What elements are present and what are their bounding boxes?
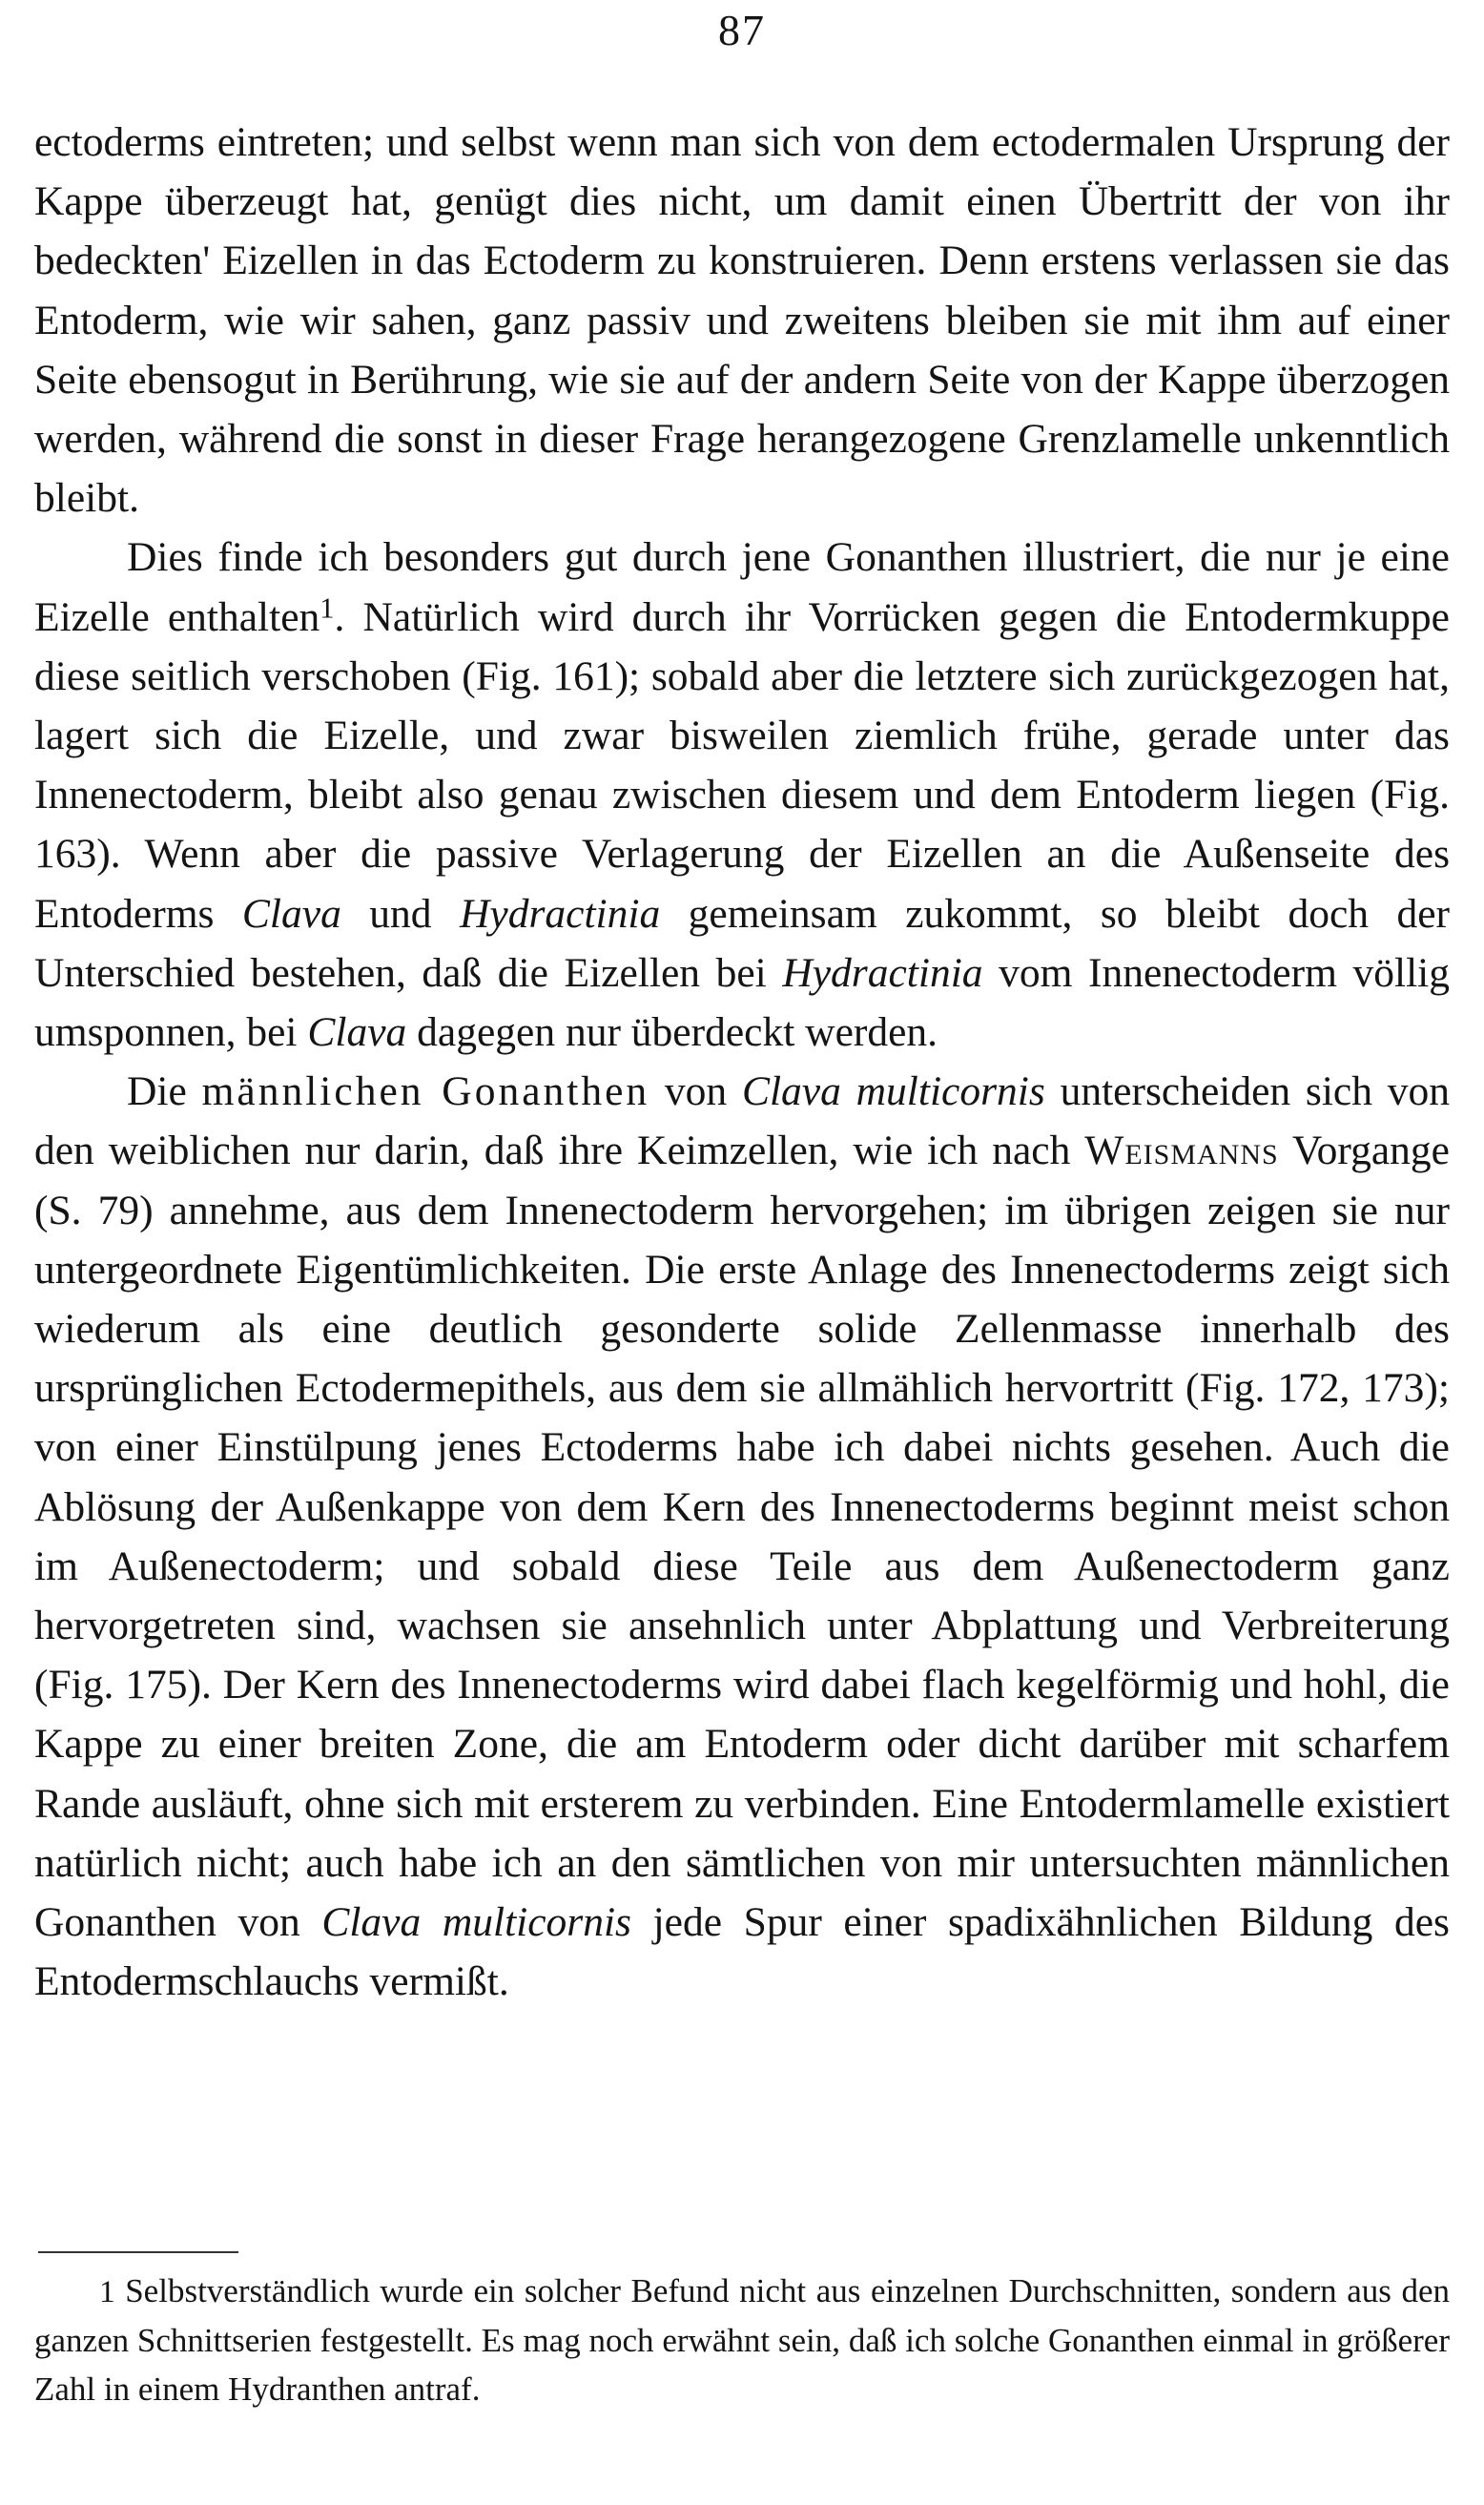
- page-number: 87: [718, 6, 766, 54]
- paragraph-2: [34, 528, 1450, 1062]
- emphasized-term: männlichen Gonanthen: [201, 1068, 650, 1115]
- genus-name-hydractinia: Hydractinia: [459, 890, 661, 937]
- paragraph-3-text-a: Die: [127, 1068, 202, 1115]
- paragraph-3-text-b: von: [649, 1068, 742, 1115]
- paragraph-2-text-b: . Natürlich wird durch ihr Vorrücken gegen die Entodermkuppe diese seitlich verschoben (Fig. 161); sobald aber die letztere sich zurückgezogen hat, lagert sich die Eizelle, und zwar bisweilen ziemlich frühe, gerade unter das Innenectoderm, bleibt also genau zwischen diesem und dem Entoderm liegen (Fig. 163). Wenn aber die passive Verlagerung der Eizellen an die Außenseite des Entoderms: [34, 593, 1450, 937]
- main-text: [34, 113, 1450, 2012]
- paragraph-2-text-d: gemeinsam zukommt, so bleibt doch der Unterschied bestehen, daß die Eizellen bei: [34, 890, 1451, 996]
- genus-name-clava-2: Clava: [307, 1009, 407, 1056]
- footnote-separator: [38, 2251, 238, 2253]
- paragraph-2-text-f: dagegen nur überdeckt werden.: [406, 1009, 938, 1056]
- paragraph-3: [34, 1062, 1450, 2011]
- genus-name-hydractinia-2: Hydractinia: [782, 949, 983, 996]
- paragraph-3-text-e: jede Spur einer spadixähnlichen Bildung des Entodermschlauchs vermißt.: [34, 1899, 1450, 2005]
- paragraph-2-text-a: Dies finde ich besonders gut durch jene Gonanthen illustriert, die nur je eine Eizelle enthalten: [34, 534, 1450, 640]
- paragraph-1: ectoderms eintreten; und selbst wenn man sich von dem ectodermalen Ursprung der Kappe überzeugt hat, genügt dies nicht, um damit einen Übertritt der von ihr bedeckten' Eizellen in das Ectoderm zu konstruieren. Denn erstens verlassen sie das Entoderm, wie wir sahen, ganz passiv und zweitens bleiben sie mit ihm auf einer Seite ebensogut in Berührung, wie sie auf der andern Seite von der Kappe überzogen werden, während die sonst in dieser Frage herangezogene Grenzlamelle unkenntlich bleibt.: [34, 119, 1450, 522]
- species-name-clava-multicornis-2: Clava multicornis: [321, 1899, 631, 1946]
- author-name: Weismanns: [1084, 1128, 1279, 1174]
- species-name-clava-multicornis: Clava multicornis: [741, 1068, 1045, 1115]
- paragraph-2-text-e: vom Innenectoderm völlig umsponnen, bei: [34, 949, 1451, 1056]
- genus-name-clava: Clava: [241, 890, 341, 937]
- paragraph-2-text-c: und: [340, 890, 460, 937]
- paragraph-3-text-d: Vorgange (S. 79) annehme, aus dem Innenectoderm hervorgehen; im übrigen zeigen sie nur untergeordnete Eigentümlichkeiten. Die erste Anlage des Innenectoderms zeigt sich wiederum als eine deutlich gesonderte solide Zellenmasse innerhalb des ursprünglichen Ectodermepithels, aus dem sie allmählich hervortritt (Fig. 172, 173); von einer Einstülpung jenes Ectoderms habe ich dabei nichts gesehen. Auch die Ablösung der Außenkappe von dem Kern des Innenectoderms beginnt meist schon im Außenectoderm; und sobald diese Teile aus dem Außenectoderm ganz hervorgetreten sind, wachsen sie ansehnlich unter Abplattung und Verbreiterung (Fig. 175). Der Kern des Innenectoderms wird dabei flach kegelförmig und hohl, die Kappe zu einer breiten Zone, die am Entoderm oder dicht darüber mit scharfem Rande ausläuft, ohne sich mit ersterem zu verbinden. Eine Entodermlamelle existiert natürlich nicht; auch habe ich an den sämtlichen von mir untersuchten männlichen Gonanthen von: [34, 1128, 1450, 1946]
- paragraph-3-text-c: unterscheiden sich von den weiblichen nur darin, daß ihre Keimzellen, wie ich nach: [34, 1068, 1451, 1174]
- footnote-text: Selbstverständlich wurde ein solcher Befund nicht aus einzelnen Durchschnitten, sondern aus den ganzen Schnittserien festgestellt. Es mag noch erwähnt sein, daß ich solche Gonanthen einmal in größerer Zahl in einem Hydranthen antraf.: [34, 2272, 1450, 2408]
- footnote-reference: 1: [319, 590, 335, 624]
- footnote: [34, 2267, 1450, 2413]
- footnote-mark: 1: [99, 2274, 115, 2309]
